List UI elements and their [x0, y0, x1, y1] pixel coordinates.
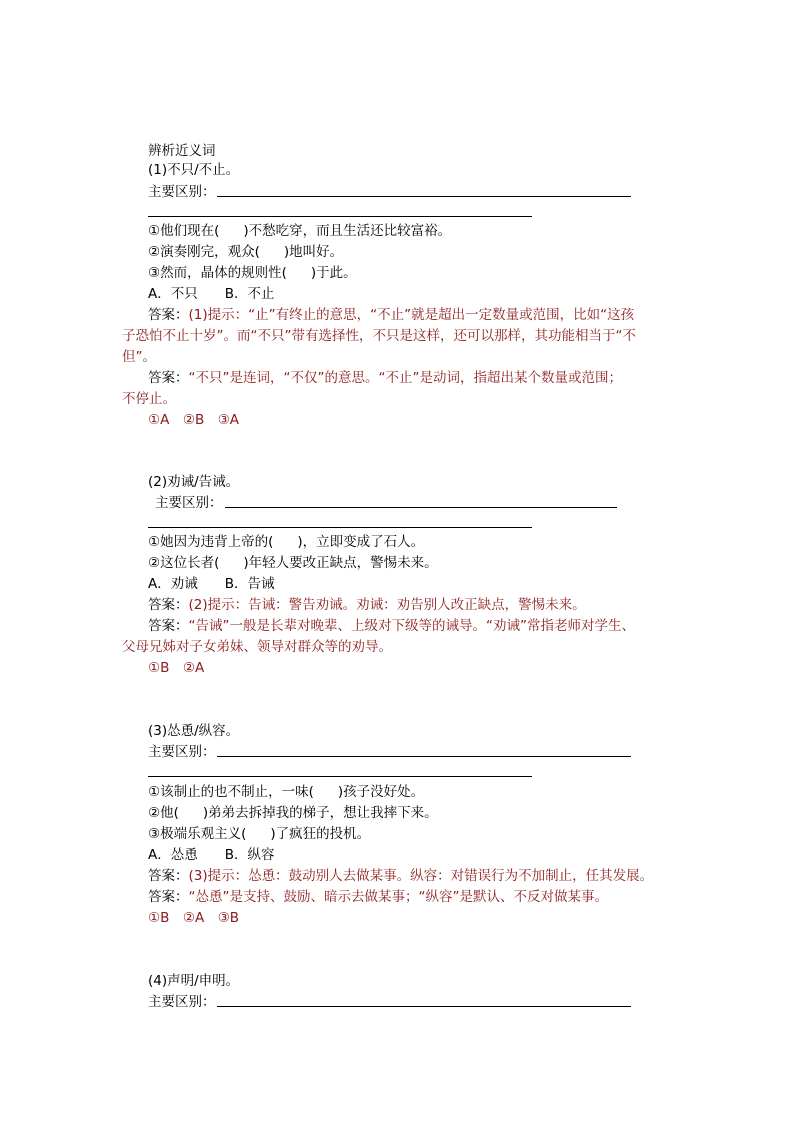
group4-diff-line1: [217, 1006, 631, 1007]
group1-answer2: 答案：“不只”是连词，“不仅”的意思。“不止”是动词，指超出某个数量或范围；: [148, 370, 622, 386]
group1-answer1-cont1: 子恐怕不止十岁”。而“不只”带有选择性，不只是这样，还可以那样，其功能相当于“不: [122, 328, 636, 344]
group2-answer2: 答案：“告诫”一般是长辈对晚辈、上级对下级等的诫导。“劝诫”常指老师对学生、: [148, 618, 635, 634]
group1-answer2-cont: 不停止。: [122, 391, 176, 407]
group1-answer3: ①A ②B ③A: [148, 412, 240, 428]
group3-answer3: ①B ②A ③B: [148, 910, 240, 926]
group2-answer3: ①B ②A: [148, 660, 205, 676]
group1-answer1: 答案：(1)提示：“止”有终止的意思，“不止”就是超出一定数量或范围，比如“这孩: [148, 307, 635, 323]
group3-answer1: 答案：(3)提示：怂恿：鼓动别人去做某事。纵容：对错误行为不加制止，任其发展。: [148, 868, 654, 884]
group2-diff-line1: [225, 507, 617, 508]
group1-item2: ②演奏刚完，观众( )地叫好。: [148, 244, 344, 260]
group2-diff-line2: [148, 527, 532, 528]
group4-diff-label: 主要区别：: [148, 994, 216, 1010]
group1-options: A．不只 B．不止: [148, 286, 275, 302]
group2-item2: ②这位长者( )年轻人要改正缺点，警惕未来。: [148, 555, 438, 571]
group2-options: A．劝诫 B．告诫: [148, 576, 275, 592]
group2-answer1: 答案：(2)提示：告诫：警告劝诫。劝诫：劝告别人改正缺点，警惕未来。: [148, 597, 586, 613]
group3-heading: (3)怂恿/纵容。: [148, 723, 240, 739]
group2-item1: ①她因为违背上帝的( )，立即变成了石人。: [148, 534, 425, 550]
group1-item3: ③然而，晶体的规则性( )于此。: [148, 265, 357, 281]
group2-answer2-cont: 父母兄姊对子女弟妹、领导对群众等的劝导。: [122, 639, 392, 655]
group1-diff-line2: [148, 216, 532, 217]
group1-diff-label: 主要区别：: [148, 184, 216, 200]
group3-item2: ②他( )弟弟去拆掉我的梯子，想让我摔下来。: [148, 805, 438, 821]
group3-item1: ①该制止的也不制止，一味( )孩子没好处。: [148, 784, 425, 800]
group2-diff-label: 主要区别：: [155, 495, 223, 511]
group1-answer1-cont2: 但”。: [122, 349, 156, 365]
group3-options: A．怂恿 B．纵容: [148, 847, 275, 863]
section-title: 辨析近义词: [148, 143, 216, 159]
group3-item3: ③极端乐观主义( )了疯狂的投机。: [148, 826, 371, 842]
group3-diff-line1: [217, 756, 631, 757]
group2-heading: (2)劝诫/告诫。: [148, 474, 240, 490]
group1-heading: (1)不只/不止。: [148, 162, 240, 178]
group1-item1: ①他们现在( )不愁吃穿，而且生活还比较富裕。: [148, 223, 452, 239]
group3-diff-line2: [148, 776, 532, 777]
group1-diff-line1: [217, 196, 631, 197]
group4-heading: (4)声明/申明。: [148, 973, 240, 989]
group3-answer2: 答案：“怂恿”是支持、鼓励、暗示去做某事；“纵容”是默认、不反对做某事。: [148, 889, 608, 905]
group3-diff-label: 主要区别：: [148, 744, 216, 760]
